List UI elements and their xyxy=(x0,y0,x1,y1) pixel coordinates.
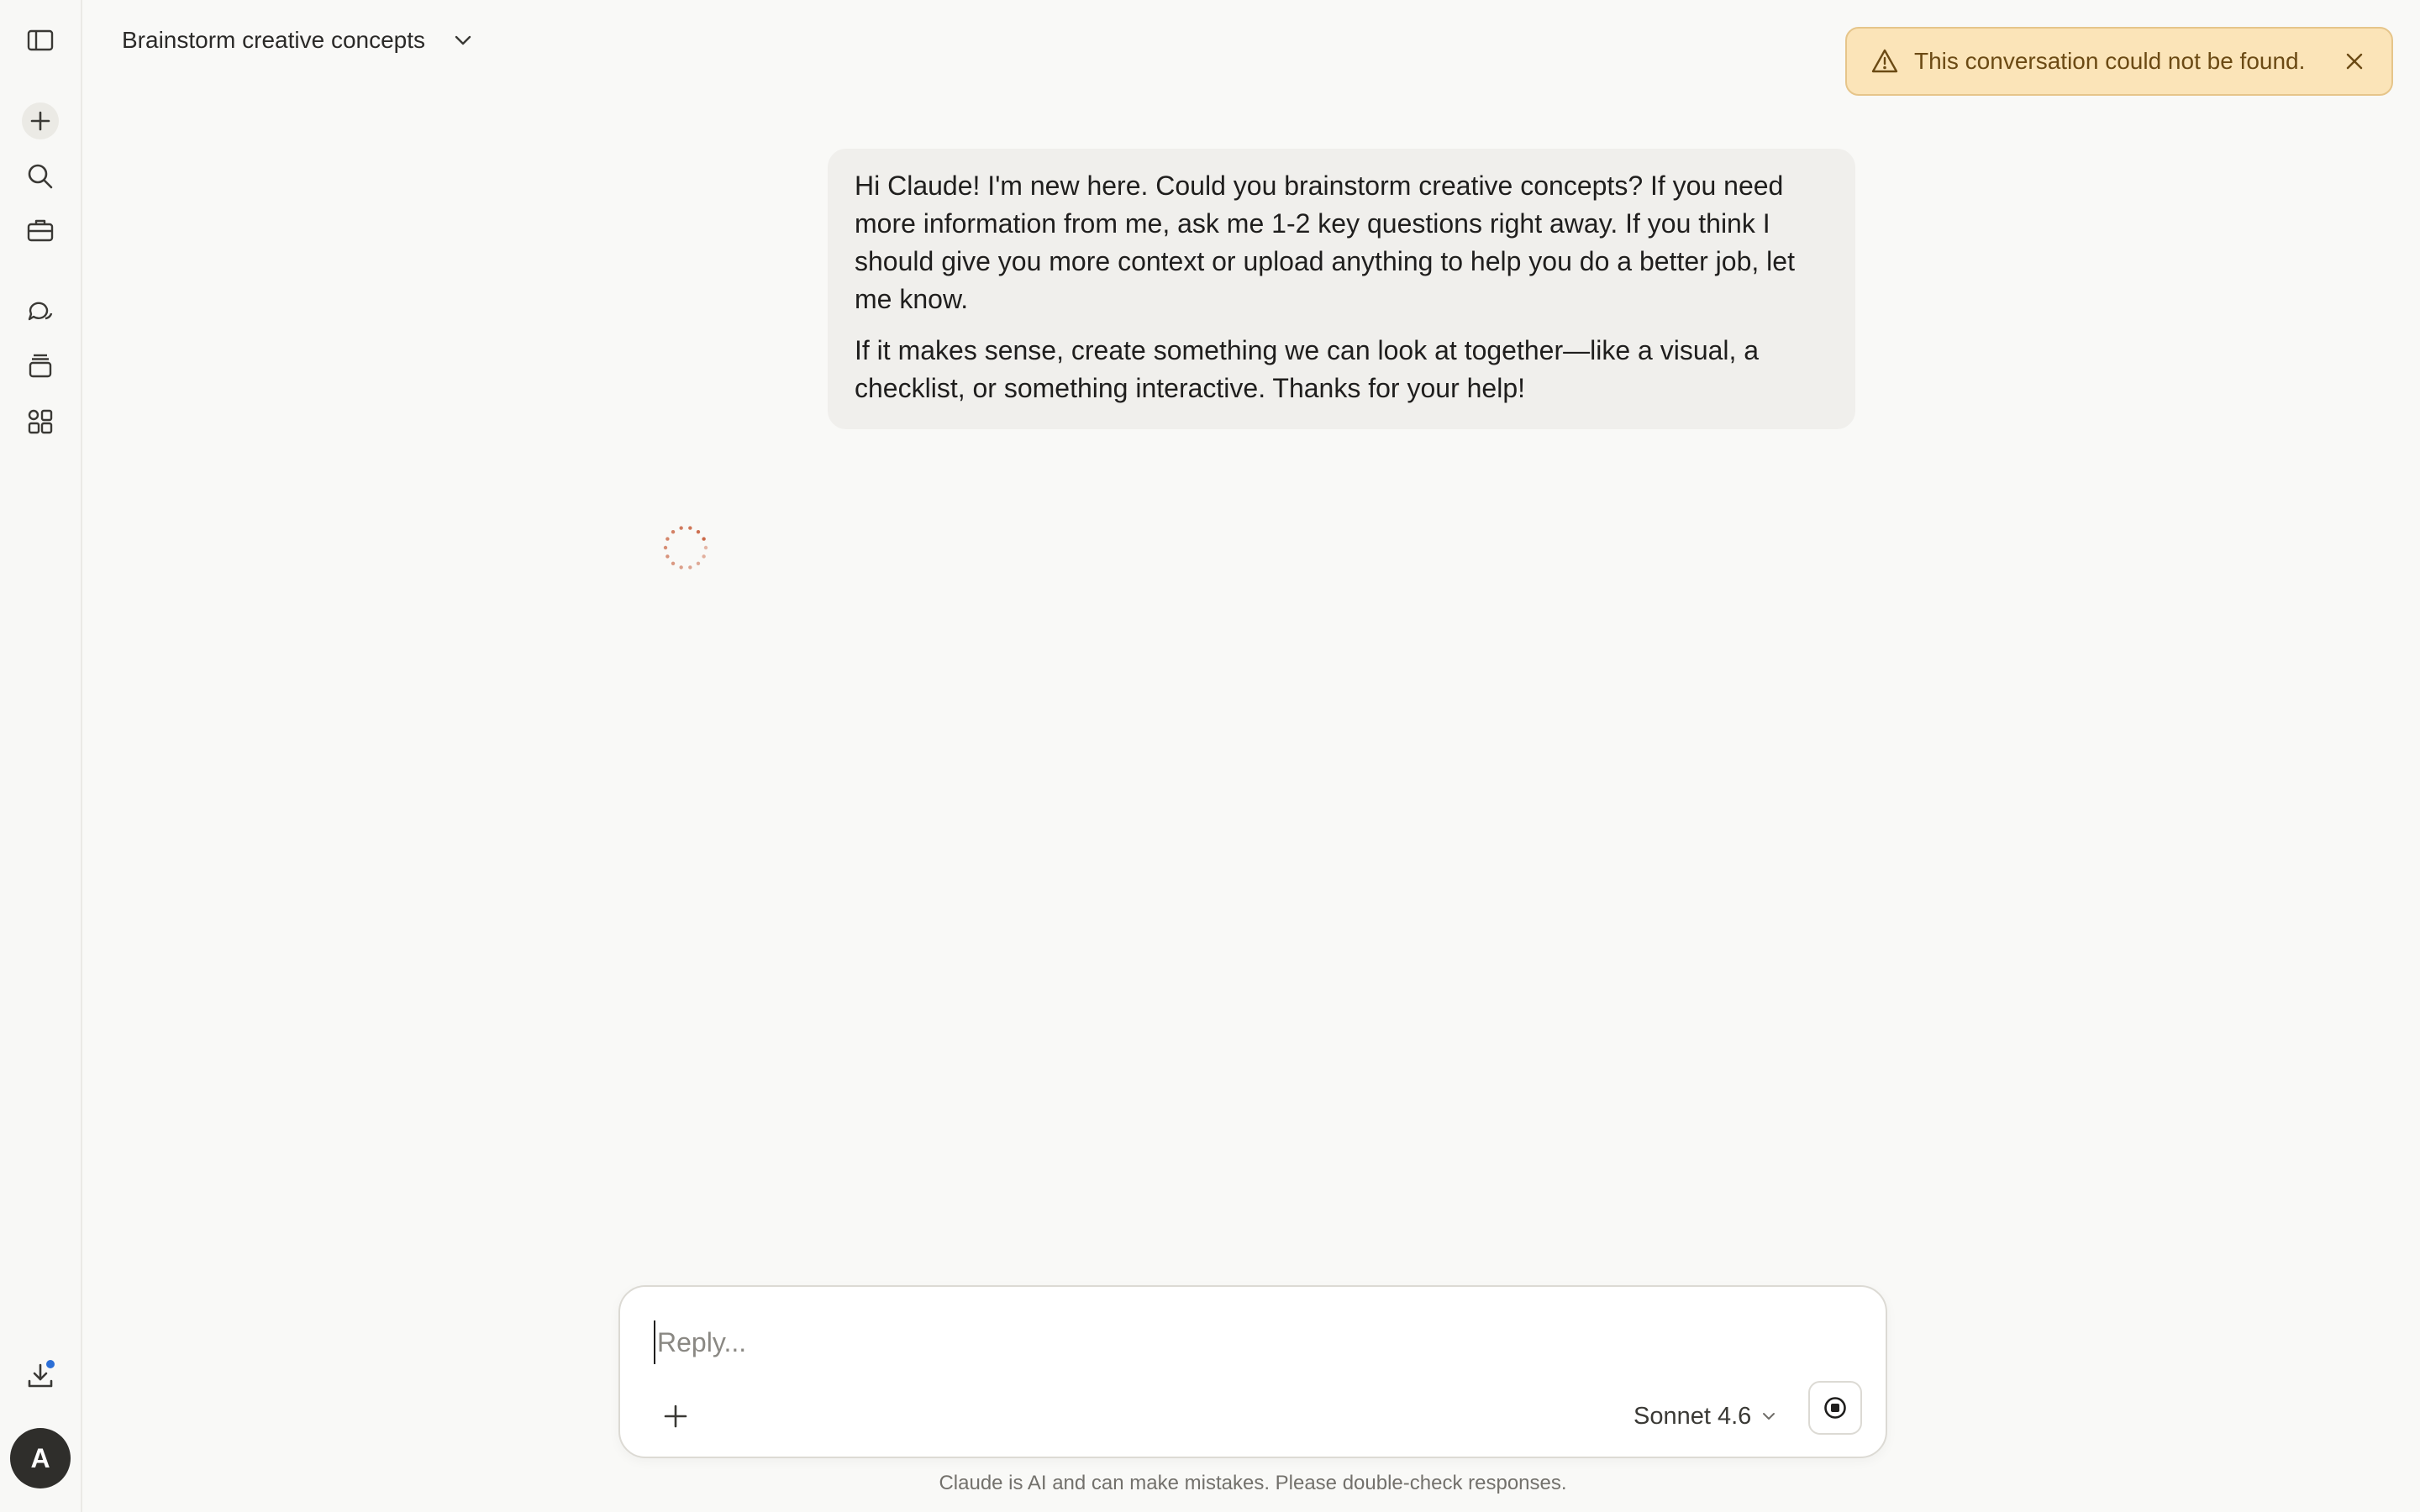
error-toast xyxy=(1845,27,2393,96)
apps-button[interactable] xyxy=(20,402,60,442)
sidebar-toggle-icon xyxy=(25,25,55,55)
apps-icon xyxy=(25,407,55,437)
loading-spinner-icon xyxy=(660,522,711,573)
warning-icon xyxy=(1870,47,1899,76)
artifacts-button[interactable] xyxy=(20,346,60,386)
search-button[interactable] xyxy=(20,156,60,197)
search-icon xyxy=(25,161,55,192)
stop-circle-icon xyxy=(1823,1395,1848,1420)
stack-icon xyxy=(25,351,55,381)
message-paragraph: Hi Claude! I'm new here. Could you brainstorm creative concepts? If you need more information from me, ask me 1-2 key questions right away. If you think I should give you more context or upload anything to help you do a better job, let me know. xyxy=(855,171,1795,314)
disclaimer: Claude is AI and can make mistakes. Please double-check responses. xyxy=(939,1472,1567,1494)
message-paragraph: If it makes sense, create something we can look at together—like a visual, a checklist, or something interactive. Thanks for your help! xyxy=(855,335,1760,403)
chevron-down-icon xyxy=(1761,1409,1776,1424)
new-chat-button[interactable] xyxy=(22,102,59,139)
model-name: Sonnet 4.6 xyxy=(1634,1402,1752,1430)
composer xyxy=(618,1285,1887,1458)
plus-icon xyxy=(662,1403,689,1430)
chats-button[interactable] xyxy=(20,292,60,333)
projects-button[interactable] xyxy=(20,210,60,250)
sidebar xyxy=(0,0,82,1512)
chevron-down-icon xyxy=(452,29,474,51)
page-title: Brainstorm creative concepts xyxy=(122,27,426,53)
avatar[interactable]: A xyxy=(10,1428,71,1488)
toast-message: This conversation could not be found. xyxy=(1914,48,2306,74)
sidebar-toggle-button[interactable] xyxy=(20,20,60,60)
reply-input[interactable] xyxy=(654,1320,1830,1364)
model-selector[interactable] xyxy=(1634,1398,1776,1435)
chat-bubbles-icon xyxy=(25,297,55,328)
plus-icon xyxy=(28,108,53,134)
notification-dot xyxy=(44,1357,57,1371)
voice-mode-button[interactable] xyxy=(1808,1381,1862,1435)
user-message xyxy=(828,149,1855,429)
briefcase-icon xyxy=(25,215,55,245)
add-attachment-button[interactable] xyxy=(654,1394,697,1438)
conversation-title-menu[interactable] xyxy=(122,24,474,57)
download-app-button[interactable] xyxy=(20,1356,60,1396)
toast-close-button[interactable] xyxy=(2338,45,2371,78)
close-icon xyxy=(2344,51,2365,71)
